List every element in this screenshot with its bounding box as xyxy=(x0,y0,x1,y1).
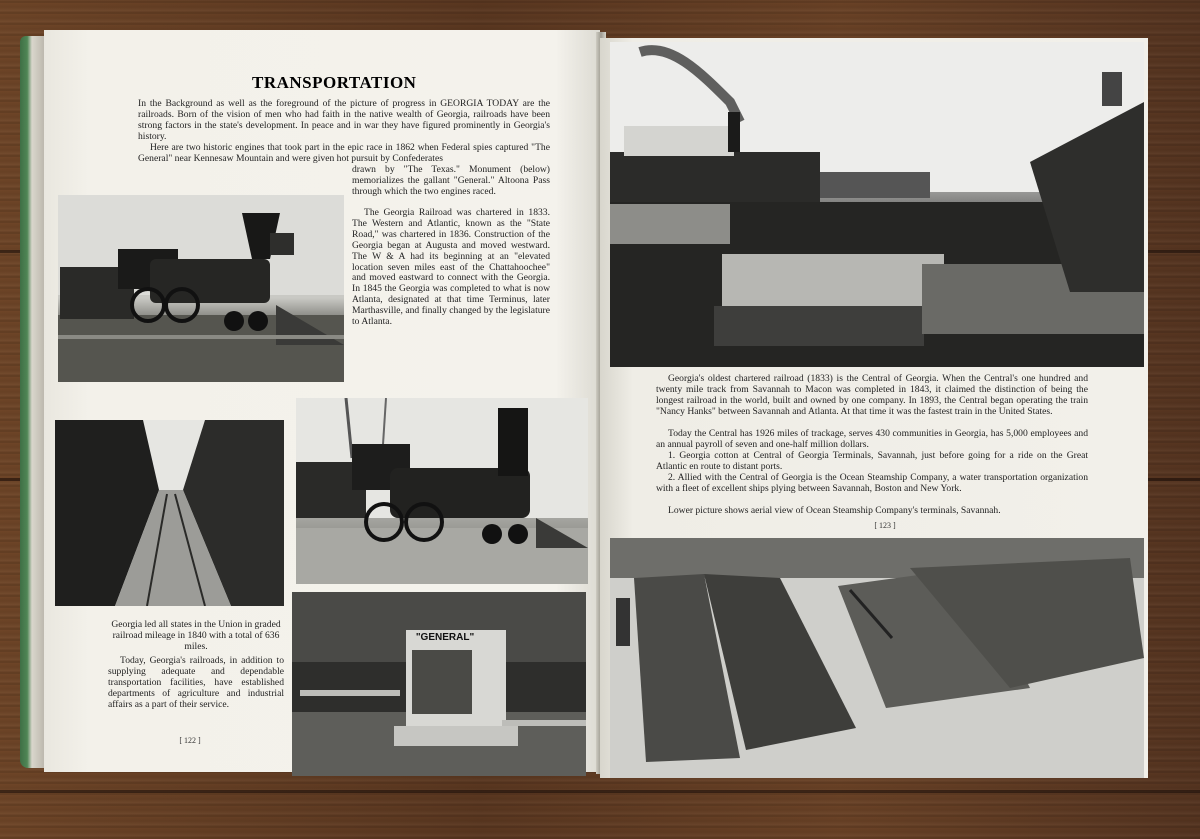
page-title: TRANSPORTATION xyxy=(252,73,417,92)
engines-paragraph: Here are two historic engines that took part in the epic race in 1862 when Federal spies captured "The General" near Kennesaw Mountain and were given hot pursuit by Confederates xyxy=(138,142,550,164)
mileage-paragraph: Georgia led all states in the Union in graded railroad mileage in 1840 with a total of 636 miles. xyxy=(111,619,281,652)
intro-paragraph: In the Background as well as the foreground of the picture of progress in GEORGIA TODAY are the railroads. Born of the vision of men who had faith in the native wealth of Georgia, railroads have been strong factors in the state's development. In peace and in war they have figured prominently in Georgia's history. xyxy=(138,98,550,142)
page-number-left: [ 122 ] xyxy=(179,736,201,745)
allatoona-pass-photo xyxy=(55,420,284,606)
caption-item-2: 2. Allied with the Central of Georgia is the Ocean Steamship Company, a water transportation organization with a fleet of excellent ships plying between Savannah, Boston and New York. xyxy=(656,472,1088,494)
wood-plank-seam xyxy=(0,790,1200,793)
page-number-right: [ 123 ] xyxy=(874,521,896,530)
lower-picture-caption: Lower picture shows aerial view of Ocean Steamship Company's terminals, Savannah. xyxy=(668,505,1001,516)
caption-item-1: 1. Georgia cotton at Central of Georgia Terminals, Savannah, just before going for a ride on the Great Atlantic en route to distant ports. xyxy=(656,450,1088,472)
ocean-steamship-terminals-aerial-photo xyxy=(610,538,1144,778)
texas-locomotive-photo xyxy=(296,398,588,584)
railroads-service-paragraph: Today, Georgia's railroads, in addition to supplying adequate and dependable transportation facilities, have established departments of agriculture and industrial affairs as a part of their service. xyxy=(108,655,284,710)
general-locomotive-photo xyxy=(58,195,344,382)
monument-plaque-label: "GENERAL" xyxy=(415,632,475,643)
georgia-railroad-paragraph: The Georgia Railroad was chartered in 1833. The Western and Atlantic, known as the "State Road," was chartered in 1836. Construction of the Georgia began at Augusta and moved westward. The W & A had its beginning at an "elevated location seven miles east of the Chattahoochee" and moved eastward to connect with the Georgia. In 1845 the Georgia was completed to what is now Atlanta, designated at that time Terminus, later Marthasville, and finally changed by the legislature to Atlanta. xyxy=(352,207,550,328)
central-stats-paragraph: Today the Central has 1926 miles of trackage, serves 430 communities in Georgia, has 5,000 employees and an annual payroll of seven and one-half million dollars. xyxy=(656,428,1088,450)
general-monument-photo xyxy=(292,592,586,776)
central-of-georgia-paragraph: Georgia's oldest chartered railroad (1833) is the Central of Georgia. When the Central's one hundred and twenty mile track from Savannah to Macon was completed in 1843, it claimed the distinction of being the longest railroad in the world, built and owned by one company. In 1893, the Central began operating the train "Nancy Hanks" between Savannah and Atlanta. At that time it was the fastest train in the United States. xyxy=(656,373,1088,417)
engines-paragraph-continued: drawn by "The Texas." Monument (below) memorializes the gallant "General." Altoona Pass through which the two engines raced. xyxy=(352,164,550,197)
savannah-cotton-harbor-photo xyxy=(610,42,1144,367)
